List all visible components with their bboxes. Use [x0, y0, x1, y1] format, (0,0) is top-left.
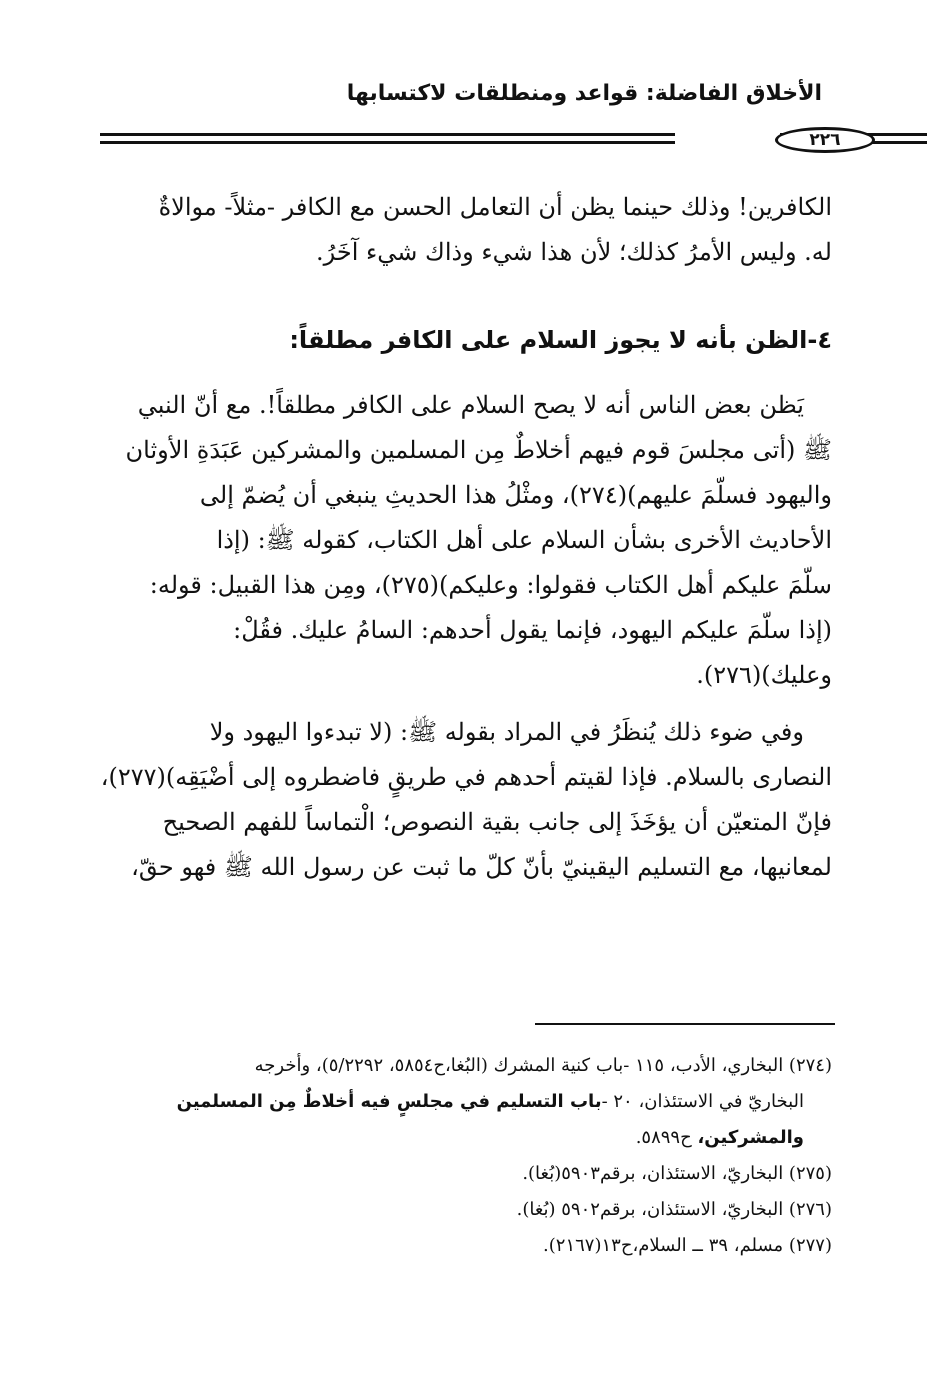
- paragraph-line: فإنّ المتعيّن أن يؤخَذَ إلى جانب بقية النصوص؛ الْتماساً للفهم الصحيح: [162, 808, 832, 836]
- paragraph-continuation: [95, 185, 832, 275]
- header-rule-line-left-top: [100, 133, 675, 136]
- paragraph-line: النصارى بالسلام. فإذا لقيتم أحدهم في طريقٍ فاضطروه إلى أضْيَقِه)(٢٧٧)،: [100, 763, 832, 791]
- paragraph-line: (إذا سلّمَ عليكم اليهود، فإنما يقول أحدهم: السامُ عليك. فقُلْ:: [233, 616, 832, 644]
- header-rule-line-left-bottom: [100, 141, 675, 144]
- footnote-274-chapter-title-end: والمشركين،: [697, 1127, 804, 1148]
- paragraph-line: لمعانيها، مع التسليم اليقينيّ بأنّ كلّ ما ثبت عن رسول الله ﷺ فهو حقّ،: [131, 853, 832, 881]
- footnote-274-source: البخاريّ في الاستئذان، ٢٠ -: [601, 1091, 804, 1112]
- header-rule: [100, 127, 927, 155]
- page-number: ٢٢٦: [809, 130, 841, 150]
- footnote-274-hadith-number: ح٥٨٩٩.: [635, 1127, 698, 1148]
- paragraph-interpretation: [95, 710, 832, 890]
- footnote-276: (٢٧٦) البخاريّ، الاستئذان، برقم٥٩٠٢ (بُغا).: [516, 1199, 832, 1220]
- footnote-277: (٢٧٧) مسلم، ٣٩ ــ السلام،ح١٣(٢١٦٧).: [543, 1235, 832, 1256]
- paragraph-line: سلّمَ عليكم أهل الكتاب فقولوا: وعليكم)(٢٧٥)، ومِن هذا القبيل: قوله:: [149, 571, 832, 599]
- page-number-badge: [775, 127, 875, 153]
- footnote-274-chapter-title: باب التسليم في مجلسٍ فيه أخلاطٌ مِن المسلمين: [176, 1091, 602, 1112]
- paragraph-line: وفي ضوء ذلك يُنظَرُ في المراد بقوله ﷺ: (لا تبدءوا اليهود ولا: [209, 718, 804, 746]
- paragraph-line: الكافرين! وذلك حينما يظن أن التعامل الحسن مع الكافر -مثلاً- موالاةٌ: [158, 193, 832, 221]
- footnote-274-continuation-2: [95, 1120, 832, 1156]
- running-header-title: الأخلاق الفاضلة: قواعد ومنطلقات لاكتسابها: [346, 81, 822, 106]
- footnote-separator: [535, 1023, 835, 1025]
- footnote-275: (٢٧٥) البخاريّ، الاستئذان، برقم٥٩٠٣(بُغا).: [522, 1163, 832, 1184]
- footnotes: [95, 1048, 832, 1264]
- paragraph-line: وعليك)(٢٧٦).: [696, 661, 832, 689]
- paragraph-line: يَظن بعض الناس أنه لا يصح السلام على الكافر مطلقاً!. مع أنّ النبي: [137, 391, 804, 419]
- paragraph-line: له. وليس الأمرُ كذلك؛ لأن هذا شيء وذاك شيء آخَرُ.: [316, 238, 832, 266]
- paragraph-line: واليهود فسلّمَ عليهم)(٢٧٤)، ومثْلُ هذا الحديثِ ينبغي أن يُضمّ إلى: [199, 481, 832, 509]
- paragraph-greeting-non-muslims: [95, 383, 832, 698]
- footnote-274-continuation: [95, 1084, 832, 1120]
- paragraph-line: الأحاديث الأخرى بشأن السلام على أهل الكتاب، كقوله ﷺ: (إذا: [216, 526, 832, 554]
- footnote-274: (٢٧٤) البخاري، الأدب، ١١٥ -باب كنية المشرك (البُغا،ح٥٨٥٤، ٥/٢٢٩٢)، وأخرجه: [254, 1055, 832, 1076]
- section-heading: ٤-الظن بأنه لا يجوز السلام على الكافر مطلقاً:: [289, 326, 832, 354]
- paragraph-line: ﷺ (أتى مجلسَ قوم فيهم أخلاطٌ مِن المسلمين والمشركين عَبَدَةِ الأوثان: [125, 436, 832, 464]
